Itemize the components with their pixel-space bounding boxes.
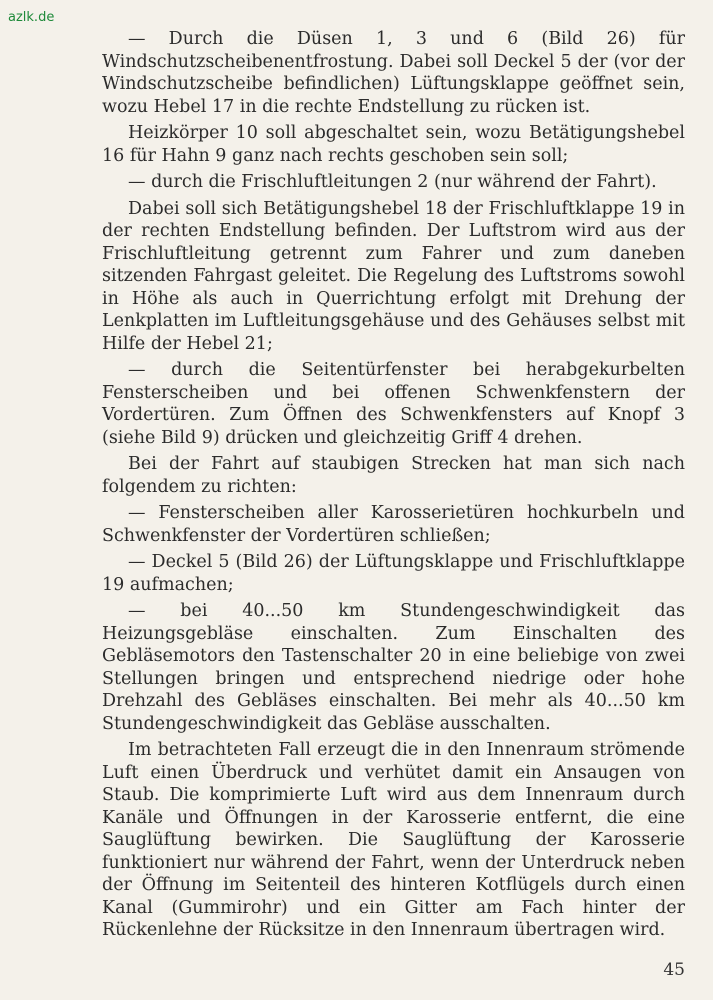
- paragraph-6: Bei der Fahrt auf staubigen Strecken hat man sich nach folgendem zu richten:: [102, 454, 685, 497]
- site-watermark: azlk.de: [8, 10, 55, 25]
- paragraph-9: — bei 40...50 km Stundengeschwindigkeit das Heizungsgebläse einschalten. Zum Einschalten des Gebläsemotors den Tastenschalter 20 in eine beliebige von zwei Stellungen bringen und entsprechend niedrige oder hohe Drehzahl des Gebläses einschalten. Bei mehr als 40...50 km Stundengeschwindigkeit das Gebläse ausschalten.: [102, 601, 685, 734]
- paragraph-1: — Durch die Düsen 1, 3 und 6 (Bild 26) für Windschutzscheibenentfrostung. Dabei soll Deckel 5 der (vor der Windschutzscheibe befindlichen) Lüftungsklappe geöffnet sein, wozu Hebel 17 in die rechte Endstellung zu rücken ist.: [102, 29, 685, 117]
- paragraph-5: — durch die Seitentürfenster bei herabgekurbelten Fensterscheiben und bei offenen Schwenkfenstern der Vordertüren. Zum Öffnen des Schwenkfensters auf Knopf 3 (siehe Bild 9) drücken und gleichzeitig Griff 4 drehen.: [102, 360, 685, 448]
- paragraph-7: — Fensterscheiben aller Karosserietüren hochkurbeln und Schwenkfenster der Vordertüren schließen;: [102, 503, 685, 546]
- page-number: 45: [663, 960, 685, 980]
- paragraph-8: — Deckel 5 (Bild 26) der Lüftungsklappe und Frischluftklappe 19 aufmachen;: [102, 552, 685, 595]
- paragraph-2: Heizkörper 10 soll abgeschaltet sein, wozu Betätigungshebel 16 für Hahn 9 ganz nach rechts geschoben sein soll;: [102, 123, 685, 166]
- paragraph-10: Im betrachteten Fall erzeugt die in den Innenraum strömende Luft einen Überdruck und verhütet damit ein Ansaugen von Staub. Die komprimierte Luft wird aus dem Innenraum durch Kanäle und Öffnungen in der Karosserie entfernt, die eine Sauglüftung bewirken. Die Sauglüftung der Karosserie funktioniert nur während der Fahrt, wenn der Unterdruck neben der Öffnung im Seitenteil des hinteren Kotflügels durch einen Kanal (Gummirohr) und ein Gitter am Fach hinter der Rückenlehne der Rücksitze in den Innenraum übertragen wird.: [102, 740, 685, 940]
- paragraph-3: — durch die Frischluftleitungen 2 (nur während der Fahrt).: [128, 172, 657, 192]
- paragraph-4: Dabei soll sich Betätigungshebel 18 der Frischluftklappe 19 in der rechten Endstellung befinden. Der Luftstrom wird aus der Frischluftleitung getrennt zum Fahrer und zum daneben sitzenden Fahrgast geleitet. Die Regelung des Luftstroms sowohl in Höhe als auch in Querrichtung erfolgt mit Drehung der Lenkplatten im Luftleitungsgehäuse und des Gehäuses selbst mit Hilfe der Hebel 21;: [102, 198, 685, 354]
- page-body: [102, 28, 685, 946]
